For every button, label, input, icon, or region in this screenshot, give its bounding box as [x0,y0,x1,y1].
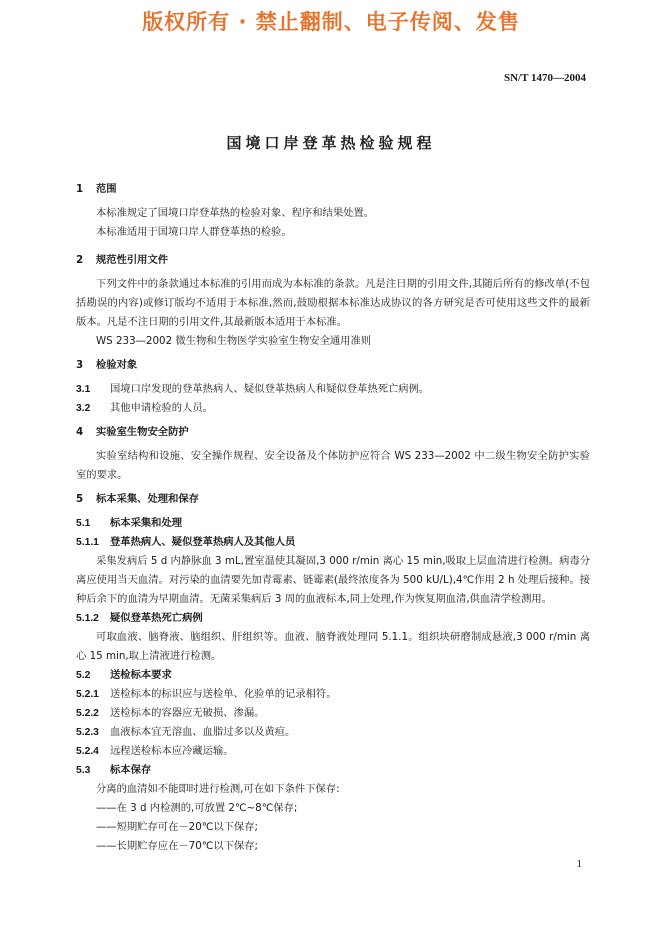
subsection-heading: 5.1.2 疑似登革热死亡病例 [76,612,203,624]
clause-item: 3.2 其他申请检验的人员。 [76,402,213,414]
clause-item: 5.2.3 血液标本宜无溶血、血脂过多以及黄疸。 [76,726,296,738]
paragraph: 采集发病后 5 d 内静脉血 3 mL,置室温使其凝固,3 000 r/min 离心 15 min,吸取上层血清进行检测。病毒分离应使用当天血清。对污染的血清要先加青霉素、链霉素(最终浓度各为 500 kU/L),4℃作用 2 h 处理后接种。接种后余下的血清为早期血清。无菌采集病后 3 周的血液标本,同上处理,作为恢复期血清,供血清学检测用。 [76,555,590,605]
clause-item: 5.2.1 送检标本的标识应与送检单、化验单的记录相符。 [76,688,337,700]
paragraph: 本标准适用于国境口岸人群登革热的检验。 [96,226,292,238]
document-body [76,180,590,856]
paragraph: 实验室结构和设施、安全操作规程、安全设备及个体防护应符合 WS 233—2002 中二级生物安全防护实验室的要求。 [76,450,590,481]
section-heading-scope: 1 范围 [76,183,117,195]
clause-item: 5.2.4 远程送检标本应冷藏运输。 [76,745,234,757]
section-heading-references: 2 规范性引用文件 [76,254,169,266]
subsection-heading: 5.1 标本采集和处理 [76,517,183,529]
paragraph: 下列文件中的条款通过本标准的引用而成为本标准的条款。凡是注日期的引用文件,其随后所有的修改单(不包括勘误的内容)或修订版均不适用于本标准,然而,鼓励根据本标准达成协议的各方研究是否可使用这些文件的最新版本。凡是不注日期的引用文件,其最新版本适用于本标准。 [76,278,590,328]
document-number: SN/T 1470—2004 [503,72,586,84]
section-heading-specimens: 5 标本采集、处理和保存 [76,493,199,505]
paragraph: 本标准规定了国境口岸登革热的检验对象、程序和结果处置。 [96,207,375,219]
list-item: ——长期贮存应在－70℃以下保存; [96,840,258,852]
page-title: 国境口岸登革热检验规程 [226,134,436,152]
watermark-banner: 版权所有 · 禁止翻制、电子传阅、发售 [142,10,520,34]
list-item: ——短期贮存可在－20℃以下保存; [96,821,258,833]
list-item: ——在 3 d 内检测的,可放置 2℃~8℃保存; [96,802,298,814]
clause-item: 3.1 国境口岸发现的登革热病人、疑似登革热病人和疑似登革热死亡病例。 [76,383,430,395]
clause-item: 5.2.2 送检标本的容器应无破损、渗漏。 [76,707,265,719]
subsection-heading: 5.2 送检标本要求 [76,669,172,681]
reference-entry: WS 233—2002 微生物和生物医学实验室生物安全通用准则 [96,335,372,347]
subsection-heading: 5.1.1 登革热病人、疑似登革热病人及其他人员 [76,536,296,548]
page-number: 1 [576,858,582,870]
paragraph: 分离的血清如不能即时进行检测,可在如下条件下保存: [96,783,340,795]
section-heading-biosafety: 4 实验室生物安全防护 [76,426,189,438]
subsection-heading: 5.3 标本保存 [76,764,152,776]
section-heading-objects: 3 检验对象 [76,359,138,371]
paragraph: 可取血液、脑脊液、脑组织、肝组织等。血液、脑脊液处理同 5.1.1。组织块研磨制成悬液,3 000 r/min 离心 15 min,取上清液进行检测。 [76,631,590,662]
